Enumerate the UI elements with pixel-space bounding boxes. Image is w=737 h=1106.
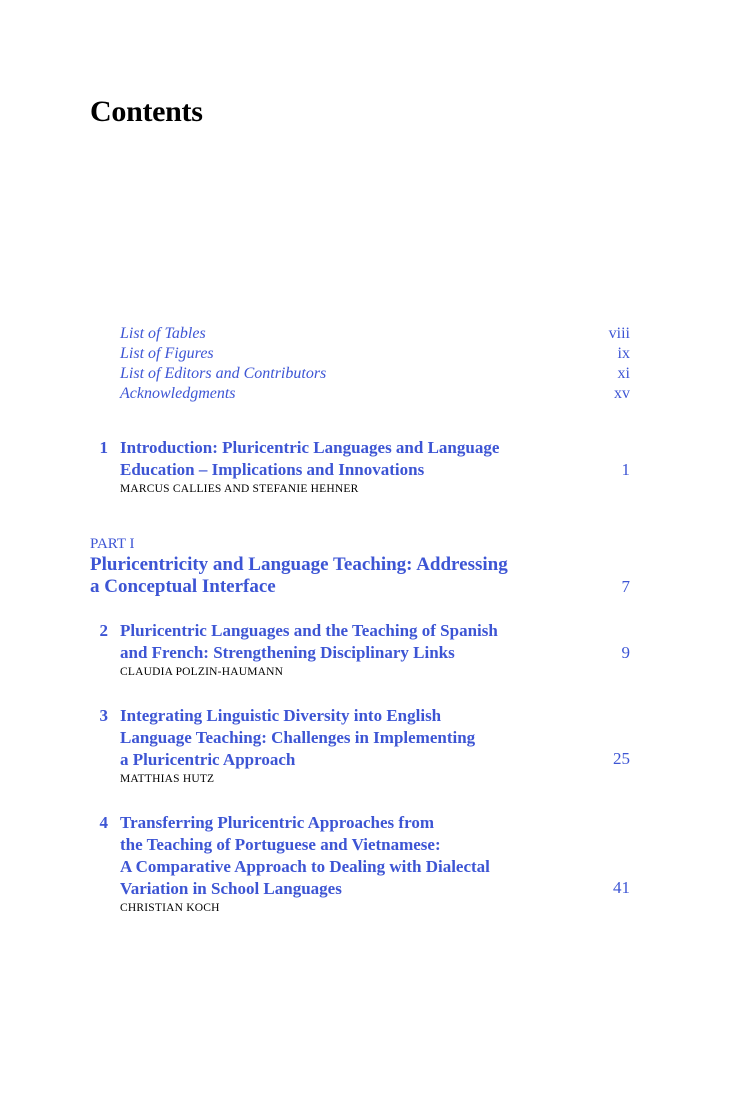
toc-chapter-4[interactable] (90, 812, 630, 917)
chapter-title-line[interactable]: Variation in School Languages (120, 879, 342, 898)
chapter-title-line[interactable]: Integrating Linguistic Diversity into English (120, 706, 442, 725)
toc-entry-label[interactable]: List of Tables (120, 325, 206, 342)
chapter-page[interactable]: 25 (613, 749, 630, 768)
toc-chapter-1[interactable] (90, 437, 630, 498)
chapter-number[interactable]: 4 (99, 813, 108, 832)
chapter-author: CHRISTIAN KOCH (120, 902, 220, 914)
chapter-author: MARCUS CALLIES AND STEFANIE HEHNER (120, 483, 359, 495)
chapter-title-line[interactable]: Language Teaching: Challenges in Implementing (120, 728, 476, 747)
part-title-line[interactable]: a Conceptual Interface (90, 576, 276, 597)
chapter-title-line[interactable]: Introduction: Pluricentric Languages and Language (120, 438, 500, 457)
chapter-title-line[interactable]: A Comparative Approach to Dealing with Dialectal (120, 857, 490, 876)
chapter-title-line[interactable]: a Pluricentric Approach (120, 750, 296, 769)
chapter-title-line[interactable]: Education – Implications and Innovations (120, 460, 425, 479)
toc-entry-label[interactable]: Acknowledgments (120, 385, 236, 402)
toc-chapter-3[interactable] (90, 705, 630, 788)
part-title-line[interactable]: Pluricentricity and Language Teaching: Addressing (90, 554, 508, 575)
part-label[interactable]: PART I (90, 536, 135, 552)
chapter-number[interactable]: 1 (99, 438, 108, 457)
chapter-page[interactable]: 1 (621, 460, 630, 479)
chapter-title-line[interactable]: Transferring Pluricentric Approaches from (120, 813, 434, 832)
toc-chapter-2[interactable] (90, 620, 630, 681)
chapter-page[interactable]: 41 (613, 878, 630, 897)
toc-entry-page[interactable]: ix (617, 345, 630, 362)
toc-entry-label[interactable]: List of Figures (120, 345, 214, 362)
front-matter-list (120, 324, 630, 404)
part-page[interactable]: 7 (621, 577, 630, 596)
toc-part-1[interactable] (90, 534, 630, 598)
toc-entry-list-of-figures[interactable] (120, 344, 630, 364)
chapter-title[interactable] (120, 705, 540, 771)
toc-entry-page[interactable]: xi (617, 365, 630, 382)
chapter-author: MATTHIAS HUTZ (120, 773, 215, 785)
toc-entry-page[interactable]: viii (608, 325, 630, 342)
toc-entry-acknowledgments[interactable] (120, 384, 630, 404)
chapter-title-line[interactable]: and French: Strengthening Disciplinary Links (120, 643, 455, 662)
chapter-title-line[interactable]: the Teaching of Portuguese and Vietnamese: (120, 835, 441, 854)
toc-entry-label[interactable]: List of Editors and Contributors (120, 365, 327, 382)
chapter-title-line[interactable]: Pluricentric Languages and the Teaching of Spanish (120, 621, 498, 640)
chapter-title[interactable] (120, 620, 540, 664)
page-title: Contents (90, 95, 203, 128)
toc-entry-list-of-tables[interactable] (120, 324, 630, 344)
chapter-number[interactable]: 2 (99, 621, 108, 640)
toc-entry-list-of-editors[interactable] (120, 364, 630, 384)
chapter-title[interactable] (120, 437, 540, 481)
chapter-number[interactable]: 3 (99, 706, 108, 725)
chapter-title[interactable] (120, 812, 540, 900)
chapter-author: CLAUDIA POLZIN-HAUMANN (120, 666, 284, 678)
part-title[interactable] (90, 554, 530, 598)
toc-entry-page[interactable]: xv (614, 385, 630, 402)
chapter-page[interactable]: 9 (621, 643, 630, 662)
